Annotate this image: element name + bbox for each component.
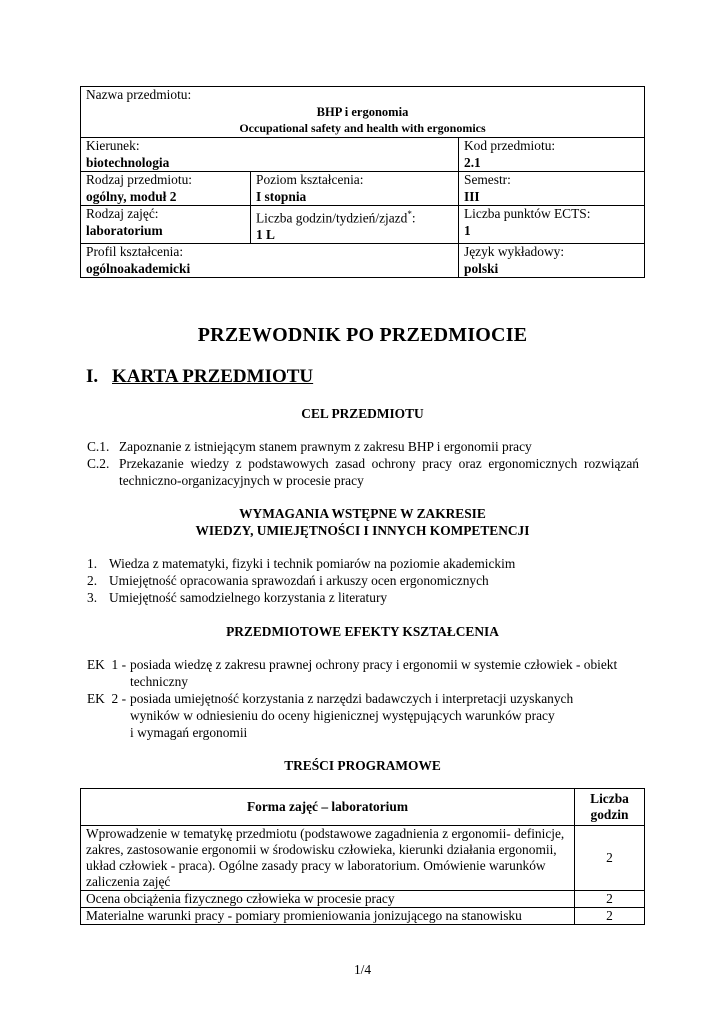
outcome-item <box>87 690 639 741</box>
requirement-label: 2. <box>87 573 98 588</box>
profile-cell <box>81 244 459 278</box>
subject-row <box>81 87 645 138</box>
outcome-text-line: wyników w odniesieniu do oceny higienicznej występujących warunków pracy <box>130 708 555 723</box>
language-cell <box>459 244 645 278</box>
hours-value: 1 L <box>256 226 275 242</box>
program-col-hours-line1: Liczba <box>590 791 629 806</box>
subject-name-en: Occupational safety and health with ergonomics <box>239 121 486 135</box>
outcome-text-line: i wymagań ergonomii <box>130 725 248 740</box>
direction-label: Kierunek: <box>86 138 140 153</box>
profile-label: Profil kształcenia: <box>86 244 184 260</box>
goal-item <box>87 438 639 455</box>
program-col-hours-line2: godzin <box>590 807 629 822</box>
ects-value: 1 <box>464 222 471 238</box>
hours-footnote-mark: * <box>407 209 412 219</box>
requirements-list <box>87 555 639 606</box>
direction-row <box>81 138 645 172</box>
program-topic: Wprowadzenie w tematykę przedmiotu (podstawowe zagadnienia z ergonomii- definicje, zakres, zastosowanie ergonomii w środowisku człowieka, kierunki działania ergonomii, układ człowiek - praca). Ogólne zasady pracy w laboratorium. Omówienie warunków zaliczenia zajęć <box>81 826 575 891</box>
course-info-table <box>80 86 645 278</box>
type-cell <box>81 172 251 206</box>
requirements-heading-line1: WYMAGANIA WSTĘPNE W ZAKRESIE <box>239 506 486 521</box>
goals-heading: CEL PRZEDMIOTU <box>301 406 424 421</box>
goals-list <box>87 438 639 489</box>
goal-item <box>87 455 639 489</box>
hours-cell <box>251 206 459 244</box>
program-header-row <box>81 789 645 826</box>
profile-row <box>81 244 645 278</box>
hours-label: Liczba godzin/tydzień/zjazd <box>256 210 408 226</box>
class-type-cell <box>81 206 251 244</box>
level-cell <box>251 172 459 206</box>
main-title: PRZEWODNIK PO PRZEDMIOCIE <box>197 324 528 346</box>
goal-label: C.2. <box>87 456 110 471</box>
subject-label: Nazwa przedmiotu: <box>86 87 192 102</box>
goal-text: Przekazanie wiedzy z podstawowych zasad ochrony pracy oraz ergonomicznych rozwiązań techniczno-organizacyjnych w procesie pracy <box>119 456 639 488</box>
program-col-hours <box>575 789 645 826</box>
program-row <box>81 826 645 891</box>
program-hours: 2 <box>575 908 645 925</box>
direction-value: biotechnologia <box>86 154 170 170</box>
subject-cell <box>81 87 645 138</box>
class-row <box>81 206 645 244</box>
section-title <box>86 366 313 388</box>
outcome-label: EK 2 - <box>87 691 127 706</box>
goal-label: C.1. <box>87 439 110 454</box>
requirement-text: Wiedza z matematyki, fizyki i technik pomiarów na poziomie akademickim <box>109 556 516 571</box>
requirement-text: Umiejętność opracowania sprawozdań i arkuszy ocen ergonomicznych <box>109 573 489 588</box>
requirements-heading <box>0 505 725 539</box>
class-type-value: laboratorium <box>86 222 163 238</box>
goal-text: Zapoznanie z istniejącym stanem prawnym z zakresu BHP i ergonomii pracy <box>119 439 532 454</box>
program-hours: 2 <box>575 891 645 908</box>
semester-cell <box>459 172 645 206</box>
requirements-heading-line2: WIEDZY, UMIEJĘTNOŚCI I INNYCH KOMPETENCJI <box>195 523 530 538</box>
level-label: Poziom kształcenia: <box>256 172 364 187</box>
code-label: Kod przedmiotu: <box>464 138 556 153</box>
code-value: 2.1 <box>464 154 481 170</box>
program-row <box>81 908 645 925</box>
program-col-form: Forma zajęć – laboratorium <box>81 789 575 826</box>
requirement-label: 3. <box>87 590 98 605</box>
code-cell <box>459 138 645 172</box>
program-table <box>80 788 645 925</box>
type-value: ogólny, moduł 2 <box>86 188 177 204</box>
hours-colon: : <box>411 210 416 226</box>
requirement-item <box>87 589 639 606</box>
type-row <box>81 172 645 206</box>
requirement-item <box>87 555 639 572</box>
outcome-text <box>130 690 639 741</box>
class-type-label: Rodzaj zajęć: <box>86 206 159 221</box>
program-hours: 2 <box>575 826 645 891</box>
page-number: 1/4 <box>353 962 372 977</box>
type-label: Rodzaj przedmiotu: <box>86 172 192 187</box>
semester-label: Semestr: <box>464 172 511 187</box>
program-topic: Ocena obciążenia fizycznego człowieka w procesie pracy <box>81 891 575 908</box>
direction-cell <box>81 138 459 172</box>
profile-value: ogólnoakademicki <box>86 260 191 276</box>
outcome-text-line: posiada umiejętność korzystania z narzędzi badawczych i interpretacji uzyskanych <box>130 691 574 706</box>
outcome-label: EK 1 - <box>87 657 127 672</box>
ects-cell <box>459 206 645 244</box>
hours-label-line <box>256 206 453 227</box>
program-row <box>81 891 645 908</box>
requirement-text: Umiejętność samodzielnego korzystania z literatury <box>109 590 388 605</box>
outcome-item <box>87 656 639 690</box>
language-label: Język wykładowy: <box>464 244 565 260</box>
requirement-item <box>87 572 639 589</box>
outcomes-heading: PRZEDMIOTOWE EFEKTY KSZTAŁCENIA <box>226 624 499 639</box>
program-heading: TREŚCI PROGRAMOWE <box>284 758 441 773</box>
ects-label: Liczba punktów ECTS: <box>464 206 591 221</box>
requirement-label: 1. <box>87 556 98 571</box>
subject-name: BHP i ergonomia <box>316 104 409 119</box>
level-value: I stopnia <box>256 188 307 204</box>
section-number: I. <box>86 366 99 387</box>
semester-value: III <box>464 188 480 204</box>
outcome-text: posiada wiedzę z zakresu prawnej ochrony pracy i ergonomii w systemie człowiek - obiekt techniczny <box>130 657 618 689</box>
section-title-text: KARTA PRZEDMIOTU <box>112 366 314 387</box>
program-topic: Materialne warunki pracy - pomiary promieniowania jonizującego na stanowisku <box>81 908 575 925</box>
language-value: polski <box>464 260 499 276</box>
outcomes-list <box>87 656 639 741</box>
